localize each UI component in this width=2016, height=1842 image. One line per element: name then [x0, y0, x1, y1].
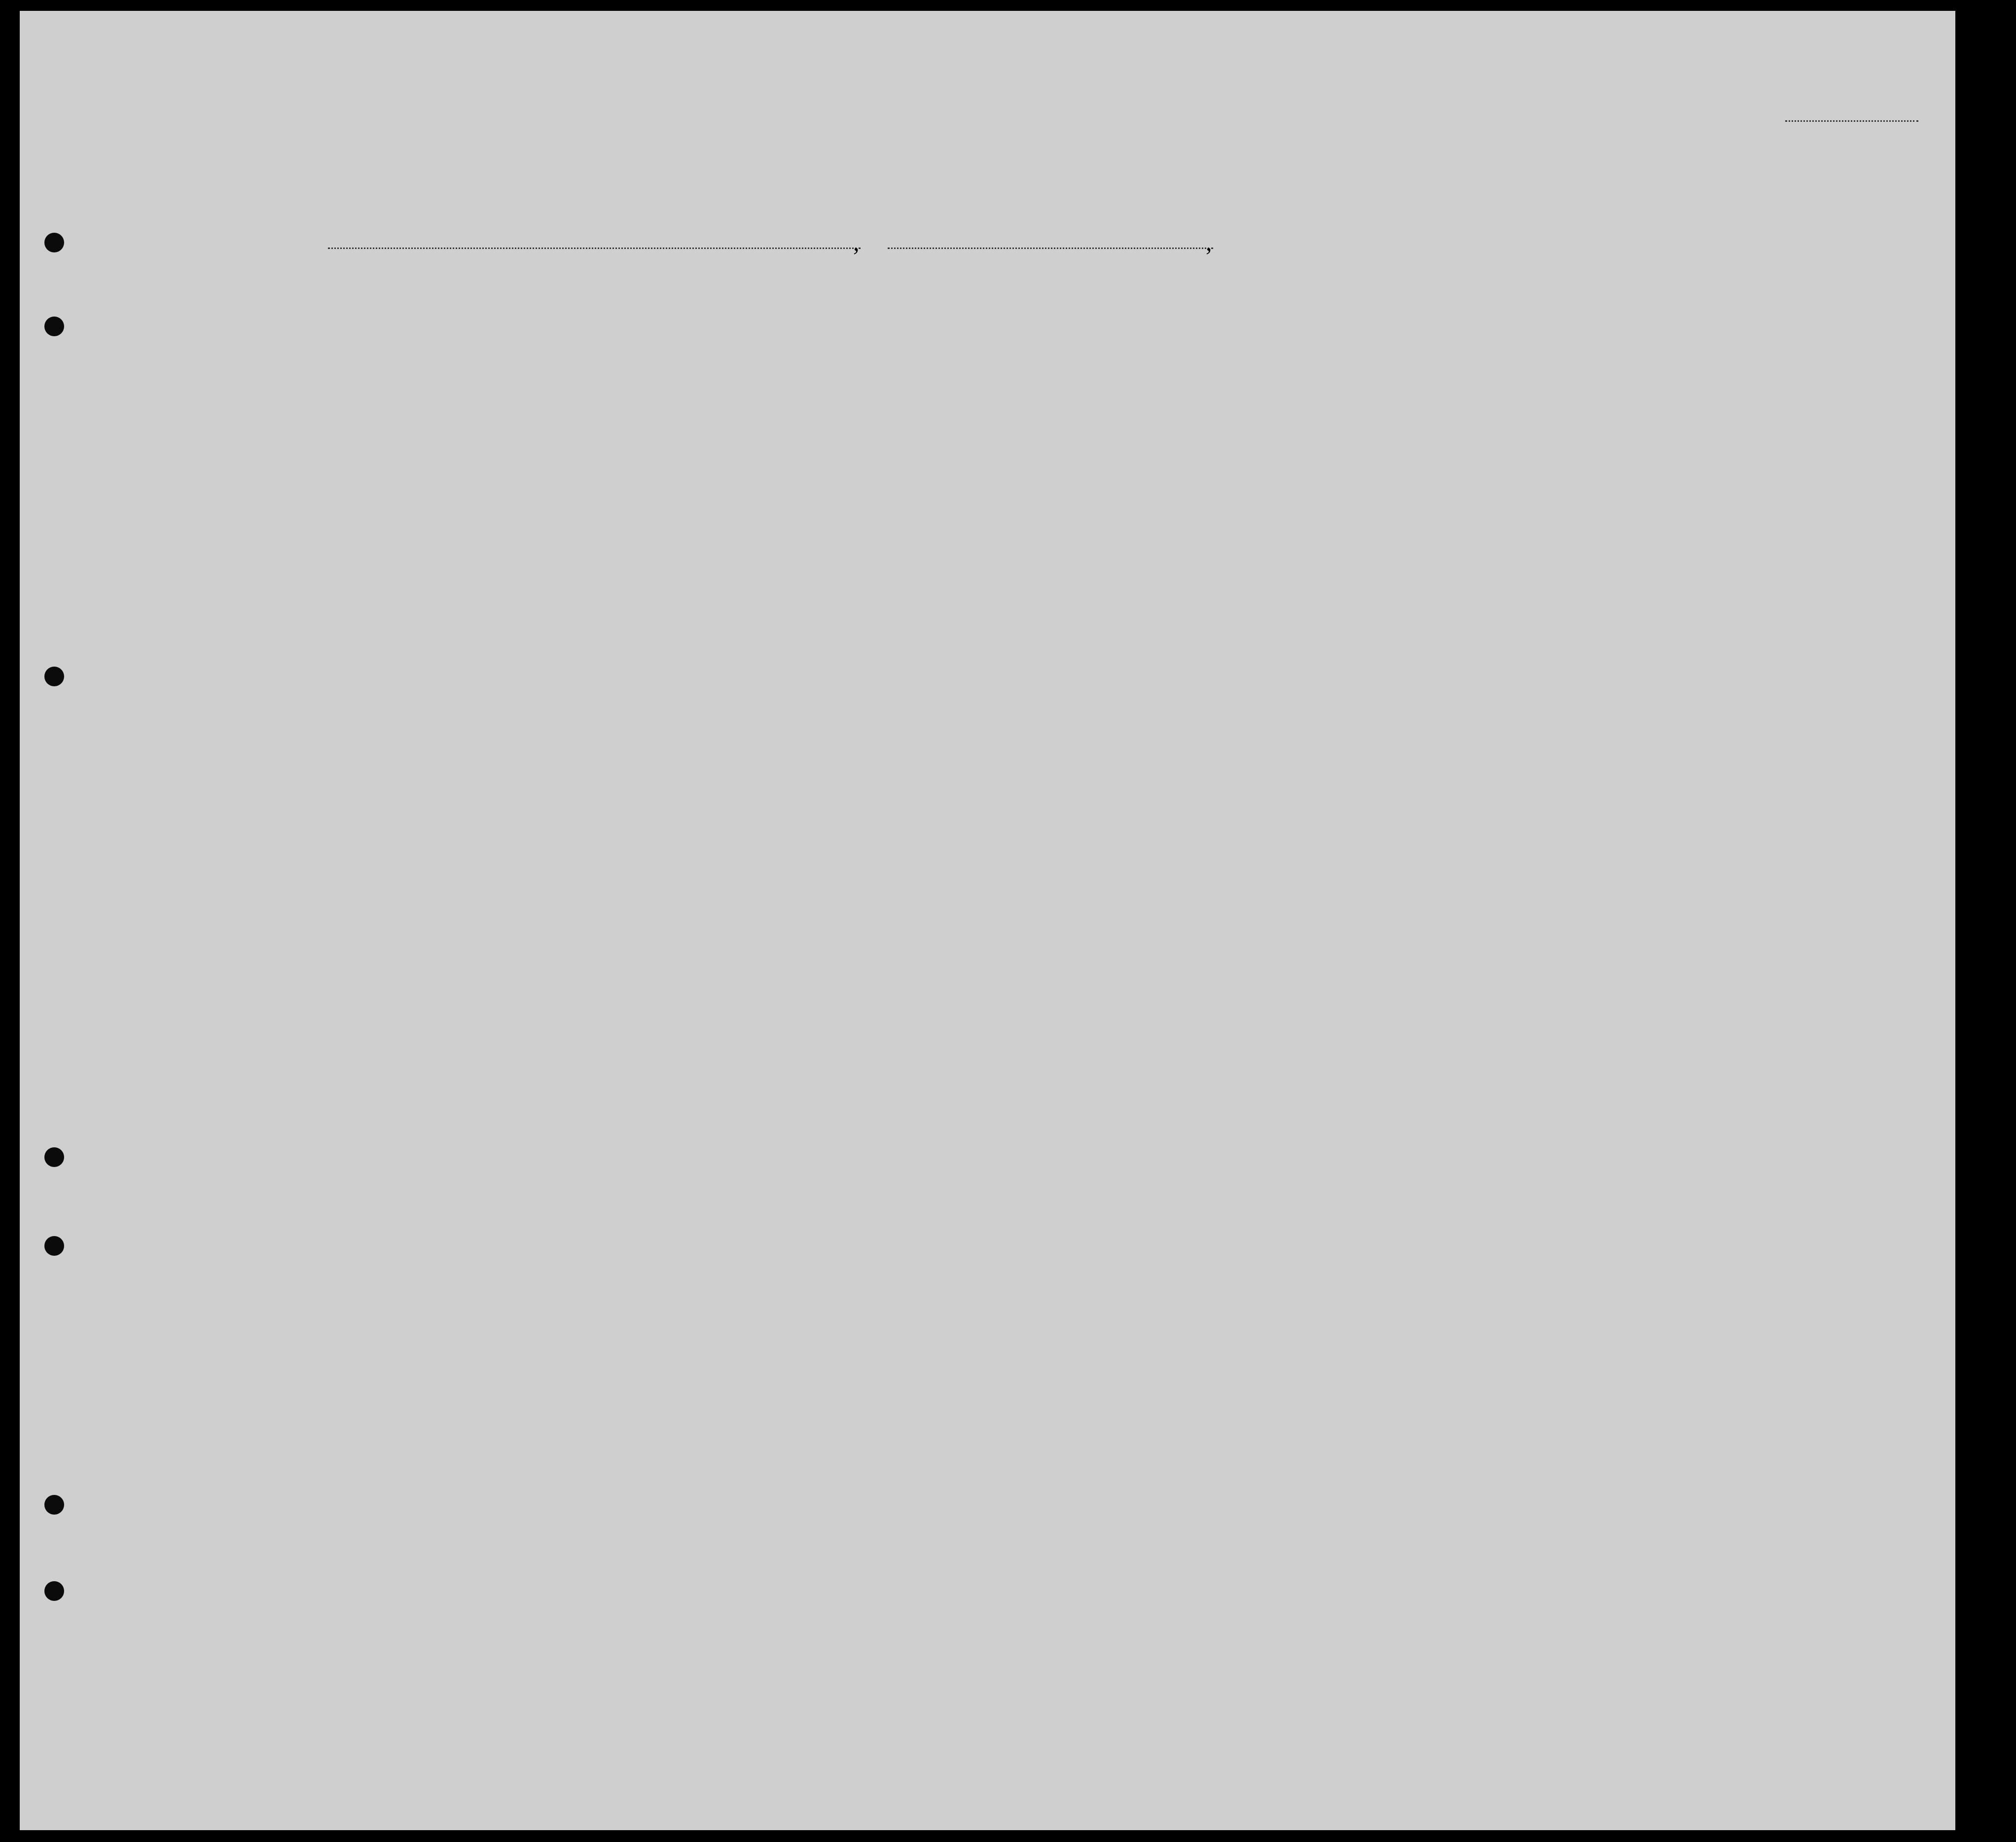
manifest-page	[20, 11, 1955, 1830]
punch-hole	[44, 233, 64, 252]
punch-hole	[44, 667, 64, 686]
comma-mark: ,	[853, 228, 860, 256]
punch-hole	[44, 1581, 64, 1601]
punch-hole	[44, 1147, 64, 1167]
punch-hole	[44, 1236, 64, 1256]
punch-hole	[44, 1495, 64, 1515]
manifest-grid	[20, 11, 1955, 1830]
comma-mark-2: ,	[1206, 228, 1212, 256]
punch-hole	[44, 317, 64, 336]
